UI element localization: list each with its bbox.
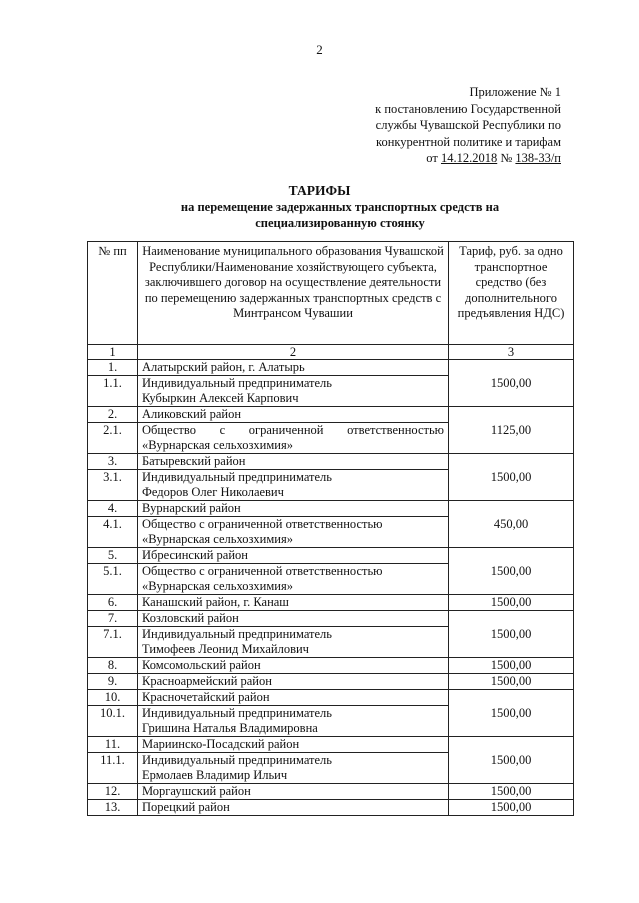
row-number: 12. — [88, 784, 138, 800]
table-row — [88, 548, 574, 564]
row-number: 11.1. — [88, 753, 138, 784]
row-name-line-1: Индивидуальный предприниматель — [142, 753, 332, 767]
row-name — [138, 376, 449, 407]
row-name: Красночетайский район — [138, 690, 449, 706]
row-tariff: 450,00 — [449, 501, 574, 548]
row-tariff: 1500,00 — [449, 548, 574, 595]
row-number: 11. — [88, 737, 138, 753]
row-name: Канашский район, г. Канаш — [138, 595, 449, 611]
row-number: 2.1. — [88, 423, 138, 454]
table-row — [88, 595, 574, 611]
table-row — [88, 501, 574, 517]
row-name: Порецкий район — [138, 800, 449, 816]
subtitle-line-1: на перемещение задержанных транспортных средств на — [180, 200, 500, 214]
row-tariff: 1500,00 — [449, 737, 574, 784]
row-number: 3.1. — [88, 470, 138, 501]
row-number: 5. — [88, 548, 138, 564]
table-row — [88, 658, 574, 674]
row-name-line-2: Ермолаев Владимир Ильич — [142, 768, 288, 782]
appendix-line-3: службы Чувашской Республики по — [375, 118, 561, 132]
row-name-line-2: Гришина Наталья Владимировна — [142, 721, 318, 735]
row-name — [138, 470, 449, 501]
row-name-line-2: «Вурнарская сельхозхимия» — [142, 438, 293, 452]
resolution-number: 138-33/п — [515, 151, 561, 165]
row-tariff: 1500,00 — [449, 611, 574, 658]
appendix-date-line — [311, 150, 561, 167]
row-number: 1. — [88, 360, 138, 376]
row-name: Аликовский район — [138, 407, 449, 423]
row-tariff: 1125,00 — [449, 407, 574, 454]
row-number: 10.1. — [88, 706, 138, 737]
table-row — [88, 737, 574, 753]
row-number: 13. — [88, 800, 138, 816]
row-tariff: 1500,00 — [449, 690, 574, 737]
row-name: Красноармейский район — [138, 674, 449, 690]
row-name: Мариинско-Посадский район — [138, 737, 449, 753]
column-number: 1 — [88, 345, 138, 360]
row-name-line-2: «Вурнарская сельхозхимия» — [142, 579, 293, 593]
header-name: Наименование муниципального образования Чувашской Республики/Наименование хозяйствующего субъекта, заключившего договор на осуществление деятельности по перемещению задержанных транспортных средств с Минтрансом Чувашии — [138, 242, 449, 345]
row-name: Козловский район — [138, 611, 449, 627]
header-num: № пп — [88, 242, 138, 345]
appendix-block — [311, 84, 561, 167]
appendix-line-1: Приложение № 1 — [469, 85, 561, 99]
row-name — [138, 564, 449, 595]
row-name: Вурнарский район — [138, 501, 449, 517]
document-title: ТАРИФЫ — [288, 183, 351, 198]
row-number: 2. — [88, 407, 138, 423]
appendix-line-4: конкурентной политике и тарифам — [376, 134, 561, 149]
table-header-row — [88, 242, 574, 345]
row-tariff: 1500,00 — [449, 674, 574, 690]
row-name: Батыревский район — [138, 454, 449, 470]
row-number: 9. — [88, 674, 138, 690]
tariff-table — [87, 241, 574, 816]
column-number-row — [88, 345, 574, 360]
row-number: 7.1. — [88, 627, 138, 658]
row-tariff: 1500,00 — [449, 595, 574, 611]
row-number: 1.1. — [88, 376, 138, 407]
row-name: Комсомольский район — [138, 658, 449, 674]
row-name-line-2: Федоров Олег Николаевич — [142, 485, 284, 499]
number-prefix: № — [497, 151, 516, 165]
row-name-line-1: Индивидуальный предприниматель — [142, 470, 332, 484]
row-name-line-1: Общество с ограниченной ответственностью — [142, 517, 383, 531]
row-number: 6. — [88, 595, 138, 611]
row-name — [138, 706, 449, 737]
column-number: 2 — [138, 345, 449, 360]
row-name-line-1: Общество с ограниченной ответственностью — [142, 564, 383, 578]
row-name-line-1: Индивидуальный предприниматель — [142, 376, 332, 390]
document-subtitle — [160, 199, 520, 231]
table-row — [88, 454, 574, 470]
row-tariff: 1500,00 — [449, 784, 574, 800]
table-row — [88, 360, 574, 376]
table-row — [88, 690, 574, 706]
header-tariff: Тариф, руб. за одно транспортное средство (без дополнительного предъявления НДС) — [449, 242, 574, 345]
row-name: Моргаушский район — [138, 784, 449, 800]
row-name — [138, 517, 449, 548]
row-tariff: 1500,00 — [449, 658, 574, 674]
row-name-line-1: Общество с ограниченной ответственностью — [142, 423, 444, 437]
row-name — [138, 627, 449, 658]
row-name-line-1: Индивидуальный предприниматель — [142, 627, 332, 641]
column-number: 3 — [449, 345, 574, 360]
table-row — [88, 407, 574, 423]
row-name-line-2: «Вурнарская сельхозхимия» — [142, 532, 293, 546]
subtitle-line-2: специализированную стоянку — [255, 216, 425, 230]
date-prefix: от — [426, 151, 441, 165]
row-number: 7. — [88, 611, 138, 627]
appendix-line-2: к постановлению Государственной — [375, 101, 561, 116]
row-number: 4.1. — [88, 517, 138, 548]
row-number: 4. — [88, 501, 138, 517]
row-number: 10. — [88, 690, 138, 706]
row-number: 8. — [88, 658, 138, 674]
row-name-line-2: Тимофеев Леонид Михайлович — [142, 642, 309, 656]
page-number: 2 — [316, 42, 323, 57]
row-number: 5.1. — [88, 564, 138, 595]
row-tariff: 1500,00 — [449, 800, 574, 816]
row-tariff: 1500,00 — [449, 454, 574, 501]
row-name: Алатырский район, г. Алатырь — [138, 360, 449, 376]
row-name — [138, 753, 449, 784]
table-row — [88, 674, 574, 690]
row-name: Ибресинский район — [138, 548, 449, 564]
row-name-line-2: Кубыркин Алексей Карпович — [142, 391, 299, 405]
row-tariff: 1500,00 — [449, 360, 574, 407]
table-row — [88, 611, 574, 627]
row-number: 3. — [88, 454, 138, 470]
table-row — [88, 784, 574, 800]
table-row — [88, 800, 574, 816]
row-name-line-1: Индивидуальный предприниматель — [142, 706, 332, 720]
resolution-date: 14.12.2018 — [440, 151, 498, 165]
row-name — [138, 423, 449, 454]
